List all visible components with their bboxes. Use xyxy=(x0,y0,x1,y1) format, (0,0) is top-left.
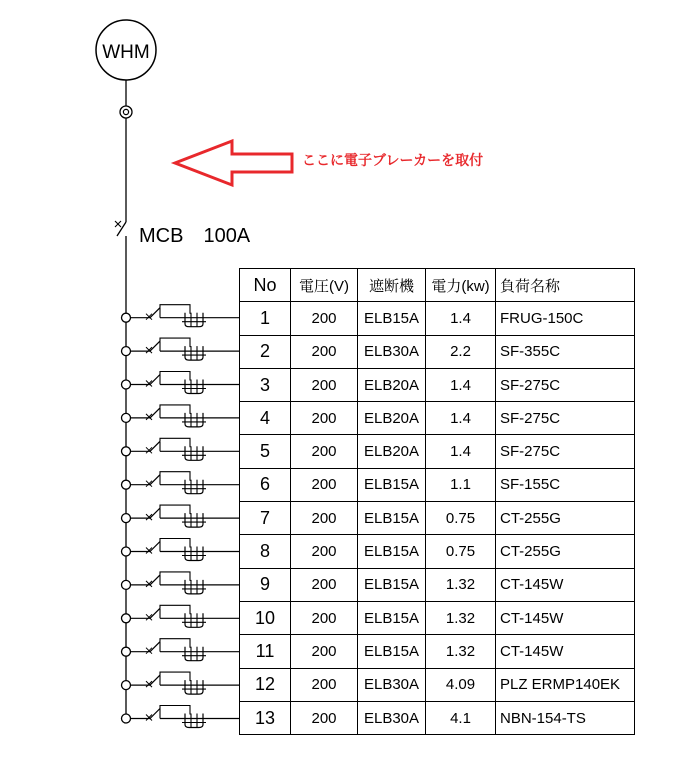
cell-load: SF-275C xyxy=(496,435,635,468)
branch-breaker-contact xyxy=(150,408,160,418)
terminal-outer xyxy=(120,106,132,118)
branch-node xyxy=(122,681,131,690)
branch-leakage-bracket xyxy=(160,539,190,548)
cell-no: 5 xyxy=(240,435,291,468)
cell-power: 0.75 xyxy=(426,535,496,568)
branch-node xyxy=(122,413,131,422)
cell-load: SF-275C xyxy=(496,368,635,401)
ct-symbol-icon xyxy=(185,446,203,460)
header-breaker: 遮断機 xyxy=(358,269,426,302)
ct-symbol-icon xyxy=(185,613,203,627)
cell-breaker: ELB30A xyxy=(358,335,426,368)
branch-leakage-bracket xyxy=(160,472,190,481)
table-row xyxy=(240,468,635,501)
table-row xyxy=(240,635,635,668)
header-load: 負荷名称 xyxy=(496,269,635,302)
ct-symbol-icon xyxy=(185,380,203,394)
branch-node xyxy=(122,347,131,356)
table-row xyxy=(240,701,635,734)
ct-symbol-icon xyxy=(185,513,203,527)
cell-load: NBN-154-TS xyxy=(496,701,635,734)
branch-leakage-bracket xyxy=(160,572,190,581)
branch-breaker-contact xyxy=(150,608,160,618)
cell-power: 1.4 xyxy=(426,402,496,435)
ct-symbol-icon xyxy=(185,413,203,427)
ct-symbol-icon xyxy=(185,480,203,494)
branch-node xyxy=(122,614,131,623)
cell-no: 9 xyxy=(240,568,291,601)
branch-leakage-bracket xyxy=(160,405,190,414)
branch-circuits xyxy=(122,305,241,728)
cell-no: 3 xyxy=(240,368,291,401)
ct-symbol-icon xyxy=(185,547,203,561)
cell-voltage: 200 xyxy=(291,701,358,734)
cell-no: 1 xyxy=(240,302,291,335)
table-row xyxy=(240,435,635,468)
branch-node xyxy=(122,480,131,489)
cell-voltage: 200 xyxy=(291,502,358,535)
cell-no: 4 xyxy=(240,402,291,435)
branch-breaker-contact xyxy=(150,475,160,485)
cell-breaker: ELB15A xyxy=(358,502,426,535)
cell-no: 10 xyxy=(240,601,291,634)
table-row xyxy=(240,601,635,634)
branch-breaker-contact xyxy=(150,308,160,318)
branch-node xyxy=(122,514,131,523)
cell-voltage: 200 xyxy=(291,402,358,435)
cell-breaker: ELB15A xyxy=(358,468,426,501)
branch-breaker-contact xyxy=(150,441,160,451)
cell-power: 4.09 xyxy=(426,668,496,701)
branch-leakage-bracket xyxy=(160,706,190,715)
cell-breaker: ELB15A xyxy=(358,535,426,568)
header-no: No xyxy=(240,269,291,302)
cell-power: 1.4 xyxy=(426,435,496,468)
cell-voltage: 200 xyxy=(291,468,358,501)
ct-symbol-icon xyxy=(185,714,203,728)
cell-breaker: ELB20A xyxy=(358,368,426,401)
cell-load: CT-145W xyxy=(496,568,635,601)
cell-voltage: 200 xyxy=(291,335,358,368)
branch-breaker-contact xyxy=(150,575,160,585)
cell-voltage: 200 xyxy=(291,668,358,701)
cell-breaker: ELB15A xyxy=(358,601,426,634)
cell-voltage: 200 xyxy=(291,535,358,568)
annotation-note: ここに電子ブレーカーを取付 xyxy=(302,152,484,168)
cell-no: 13 xyxy=(240,701,291,734)
cell-no: 8 xyxy=(240,535,291,568)
branch-leakage-bracket xyxy=(160,605,190,614)
ct-symbol-icon xyxy=(185,313,203,327)
table-row xyxy=(240,668,635,701)
table-row xyxy=(240,368,635,401)
cell-load: CT-145W xyxy=(496,601,635,634)
table-row xyxy=(240,502,635,535)
cell-power: 0.75 xyxy=(426,502,496,535)
branch-node xyxy=(122,447,131,456)
table-row xyxy=(240,535,635,568)
table-header-row xyxy=(240,269,635,302)
branch-leakage-bracket xyxy=(160,305,190,314)
branch-breaker-contact xyxy=(150,508,160,518)
cell-power: 2.2 xyxy=(426,335,496,368)
cell-load: CT-255G xyxy=(496,535,635,568)
branch-breaker-contact xyxy=(150,642,160,652)
load-table xyxy=(239,268,635,735)
table-row xyxy=(240,402,635,435)
branch-breaker-contact xyxy=(150,542,160,552)
branch-node xyxy=(122,647,131,656)
branch-node xyxy=(122,547,131,556)
table-row xyxy=(240,302,635,335)
cell-power: 1.32 xyxy=(426,635,496,668)
cell-load: SF-355C xyxy=(496,335,635,368)
cell-load: CT-145W xyxy=(496,635,635,668)
header-power: 電力(kw) xyxy=(426,269,496,302)
branch-breaker-contact xyxy=(150,675,160,685)
ct-symbol-icon xyxy=(185,346,203,360)
cell-breaker: ELB20A xyxy=(358,402,426,435)
branch-leakage-bracket xyxy=(160,505,190,514)
branch-node xyxy=(122,714,131,723)
ct-symbol-icon xyxy=(185,680,203,694)
cell-no: 12 xyxy=(240,668,291,701)
cell-voltage: 200 xyxy=(291,568,358,601)
ct-symbol-icon xyxy=(185,580,203,594)
header-voltage: 電圧(V) xyxy=(291,269,358,302)
branch-leakage-bracket xyxy=(160,672,190,681)
cell-load: PLZ ERMP140EK xyxy=(496,668,635,701)
cell-power: 4.1 xyxy=(426,701,496,734)
red-arrow-icon xyxy=(175,141,292,185)
cell-power: 1.4 xyxy=(426,368,496,401)
branch-leakage-bracket xyxy=(160,438,190,447)
cell-voltage: 200 xyxy=(291,302,358,335)
cell-load: CT-255G xyxy=(496,502,635,535)
branch-breaker-contact xyxy=(150,375,160,385)
cell-breaker: ELB30A xyxy=(358,668,426,701)
cell-no: 6 xyxy=(240,468,291,501)
branch-leakage-bracket xyxy=(160,338,190,347)
table-row xyxy=(240,335,635,368)
cell-voltage: 200 xyxy=(291,635,358,668)
branch-leakage-bracket xyxy=(160,639,190,648)
cell-load: SF-275C xyxy=(496,402,635,435)
cell-voltage: 200 xyxy=(291,435,358,468)
whm-label: WHM xyxy=(102,42,150,63)
cell-power: 1.32 xyxy=(426,568,496,601)
cell-voltage: 200 xyxy=(291,601,358,634)
cell-no: 7 xyxy=(240,502,291,535)
cell-power: 1.32 xyxy=(426,601,496,634)
branch-breaker-contact xyxy=(150,341,160,351)
cell-breaker: ELB15A xyxy=(358,568,426,601)
cell-breaker: ELB30A xyxy=(358,701,426,734)
cell-breaker: ELB15A xyxy=(358,302,426,335)
cell-no: 11 xyxy=(240,635,291,668)
cell-power: 1.1 xyxy=(426,468,496,501)
branch-node xyxy=(122,380,131,389)
cell-load: FRUG-150C xyxy=(496,302,635,335)
cell-breaker: ELB15A xyxy=(358,635,426,668)
branch-node xyxy=(122,580,131,589)
cell-breaker: ELB20A xyxy=(358,435,426,468)
branch-node xyxy=(122,313,131,322)
cell-voltage: 200 xyxy=(291,368,358,401)
table-row xyxy=(240,568,635,601)
cell-no: 2 xyxy=(240,335,291,368)
branch-leakage-bracket xyxy=(160,372,190,381)
ct-symbol-icon xyxy=(185,647,203,661)
branch-breaker-contact xyxy=(150,709,160,719)
cell-load: SF-155C xyxy=(496,468,635,501)
main-breaker-label: MCB 100A xyxy=(139,225,251,247)
terminal-inner xyxy=(123,109,128,114)
cell-power: 1.4 xyxy=(426,302,496,335)
